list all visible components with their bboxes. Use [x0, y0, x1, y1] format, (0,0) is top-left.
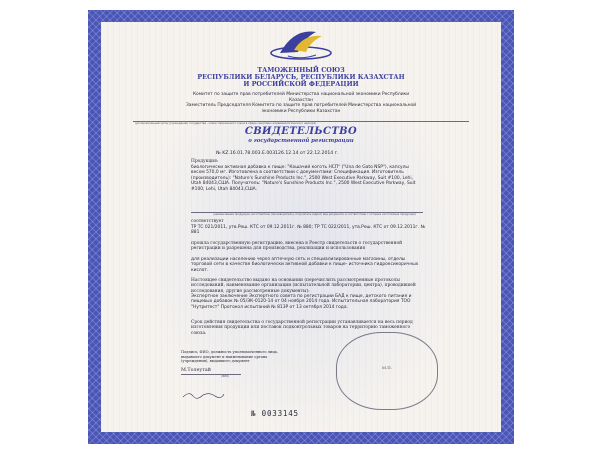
certificate-sheet	[101, 22, 501, 432]
validity-text: Срок действия свидетельства о государственной регистрации устанавливается на весь период изготовления продукции или поставок подконтрольных товаров на территорию таможенного союза.	[191, 320, 413, 336]
expert-conclusion-text: Экспертное заключение Экспертного совета по регистрации БАД к пище, детского питания и пищевых добавок № 05/ЭК-0120-14 от 04 ноября 2014 года. Испытательная лаборатория ТОО "Нутритест" Протокол испытаний № 813Р от 13 октября 2014 года.	[191, 294, 412, 310]
issued-basis-text: Настоящее свидетельство выдано на основании (перечислить рассмотренные протоколы исследований, наименование организации (испытательной лаборатории, центра), проводившей исследования, другие рассмотренные документы):	[191, 278, 416, 294]
registration-passed-text: прошла государственную регистрацию, внесена в Реестр свидетельств о государственной регистрации и разрешена для производства, реализации и использования	[191, 241, 403, 252]
signature-label-3: (учреждения), выдавшего документ	[181, 359, 250, 363]
signature-label-1: Подпись, ФИО, должность уполномоченного лица,	[181, 350, 278, 354]
certificate-subtitle: о государственной регистрации	[248, 138, 354, 144]
customs-union-emblem	[264, 26, 338, 66]
certificate-number: № KZ.16.01.78.003.Е.003126.12.14 от 22.12.2014 г.	[216, 151, 339, 156]
signature-caption: (ФИО)	[221, 374, 230, 378]
product-label: Продукция:	[191, 159, 219, 164]
committee-line-2: Казахстан	[289, 97, 313, 103]
committee-line-1: Комитет по защите прав потребителей Министерства национальной экономики Республики	[192, 92, 410, 97]
usage-text: для реализации населению через аптечную сеть и специализированные магазины, отделы торговой сети в качестве биологически активной добавки к пище- источника гидроксикоричных кислот.	[191, 257, 419, 273]
certificate-title: СВИДЕТЕЛЬСТВО	[244, 126, 358, 137]
product-note: (наименование продукции, изготовитель (производитель), получатель (адрес) вид документа, в соответствии с которым изготовлена продукция)	[213, 212, 416, 216]
signatory-name: М.Толеутай	[181, 368, 211, 373]
handwritten-signature	[181, 390, 226, 400]
compliance-text: ТР ТС 021/2011, утв.Реш. КТС от 09.12.2011г. № 880; ТР ТС 022/2011, утв.Реш. КТС от 09.12.2011г. № 881	[191, 225, 426, 236]
stamp-placeholder	[336, 332, 438, 410]
header-line-2: РЕСПУБЛИКИ БЕЛАРУСЬ, РЕСПУБЛИКИ КАЗАХСТАН	[197, 73, 405, 81]
compliance-label: соответствует	[191, 219, 224, 224]
seal-label: М.П.	[381, 365, 393, 370]
serial-number: № 0033145	[251, 409, 299, 418]
signature-underline	[181, 374, 241, 375]
committee-line-3: Заместитель Председателя Комитета по защите прав потребителей Министерства национальной	[185, 103, 417, 108]
committee-line-4: экономики Республики Казахстан	[261, 108, 341, 114]
header-line-1: ТАМОЖЕННЫЙ СОЮЗ	[257, 66, 345, 74]
product-description: биологически активная добавка к пище: "Кошачий коготь НСП" ("Una de Gato NSP"), капсулы весом 570,0 мг. Изготовлена в соответствии с документами: Спецификация. Изготовитель (производитель): "Nature's Sunshine Products Inc.", 2500 West Executive Parkway, Suit #100, Lehi, Utah 84043,США. Получатель: "Nature's Sunshine Products Inc.", 2500 West Executive Parkway, Suit #100, Lehi, Utah 84043,США.	[191, 165, 416, 192]
authority-note: (уполномоченный орган (учреждение) государства - члена таможенного союза в сфере санитарно-эпидемиологического надзора)	[135, 121, 317, 125]
header-line-3: И РОССИЙСКОЙ ФЕДЕРАЦИИ	[243, 80, 359, 88]
signature-label-2: выдавшего документ и наименование органа	[181, 354, 268, 359]
